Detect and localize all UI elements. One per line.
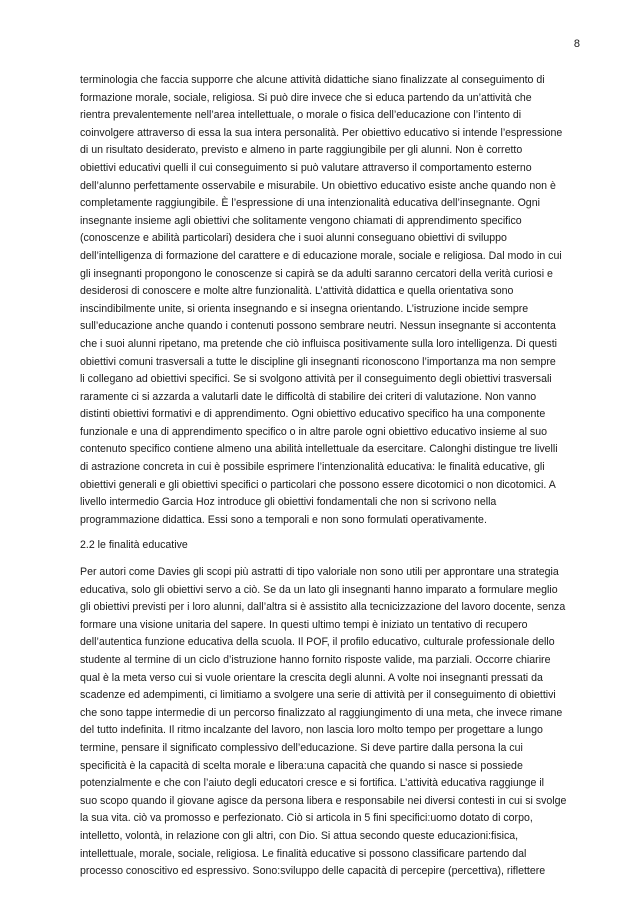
text-line: completamente raggiungibile. È l’espressione di una intenzionalità educativa dell’insegnante. Ogni — [80, 197, 540, 210]
text-line: formare una visione unitaria del sapere. In questi ultimo tempi è iniziato un tentativo di recupero — [80, 618, 528, 631]
text-line: insegnante insieme agli obiettivi che solitamente vengono chiamati di apprendimento specifico — [80, 214, 522, 227]
text-line: contenuto specifico contiene almeno una abilità intellettuale da esercitare. Calonghi distingue tre livelli — [80, 443, 558, 456]
text-line: raramente ci si azzarda a valutarli date le difficoltà di stabilire dei criteri di valutazione. Non vanno — [80, 390, 537, 403]
text-line: Per autori come Davies gli scopi più astratti di tipo valoriale non sono utili per approntare una strategia — [80, 566, 559, 579]
text-line: suo scopo quando il giovane agisce da persona libera e responsabile nei diversi contesti in cui si svolge — [80, 794, 567, 807]
paragraph-1 — [80, 72, 574, 529]
text-line: sull’educazione anche quando i contenuti possono sembrare neutri. Nessun insegnante si accontenta — [80, 320, 556, 333]
paragraph-2 — [80, 564, 574, 881]
section-heading: 2.2 le finalità educative — [80, 539, 188, 552]
text-line: termine, pensare il significato complessivo dell’educazione. Si deve partire dalla persona la cui — [80, 741, 523, 754]
text-line: intellettuale, morale, sociale, religiosa. Le finalità educative si possono classificare partendo dal — [80, 847, 527, 860]
text-line: dell’autentica funzione educativa della scuola. Il POF, il profilo educativo, culturale professionale dello — [80, 636, 555, 649]
page-number: 8 — [573, 38, 580, 50]
text-line: obiettivi educativi quelli il cui conseguimento si può valutare attraverso il comportamento esterno — [80, 161, 532, 174]
text-line: di astrazione concreta in cui è possibile esprimere l’intenzionalità educativa: le finalità educative, gli — [80, 461, 545, 474]
text-line: dell’alunno perfettamente osservabile e misurabile. Un obiettivo educativo esiste anche quando non è — [80, 179, 556, 192]
text-line: terminologia che faccia supporre che alcune attività didattiche siano finalizzate al conseguimento di — [80, 74, 545, 86]
text-line: obiettivi comuni trasversali a tutte le discipline gli insegnanti riconoscono l’importanza ma non sempre — [80, 355, 556, 368]
text-line: intelletto, volontà, in relazione con gli altri, con Dio. Si attua secondo queste educazioni:fisica, — [80, 829, 519, 842]
text-line: livello intermedio Garcia Hoz introduce gli obiettivi fondamentali che non si scrivono nella — [80, 496, 497, 509]
text-line: di un risultato desiderato, previsto e almeno in parte raggiungibile per gli alunni. Non è corretto — [80, 144, 523, 157]
text-line: che i suoi alunni ripetano, ma pretende che ciò influisca positivamente sulla loro intelligenza. Di questi — [80, 337, 557, 350]
text-line: gli obiettivi previsti per i loro alunni, dall’altra si è assistito alla tecnicizzazione del lavoro docente, senza — [80, 601, 566, 614]
page-content — [80, 72, 574, 881]
text-line: qual è la meta verso cui si vuole orientare la crescita degli alunni. A volte noi insegnanti pressati da — [80, 671, 543, 684]
text-line: distinti obiettivi formativi e di apprendimento. Ogni obiettivo educativo specifico ha una componente — [80, 408, 546, 421]
text-line: funzionale e una di apprendimento specifico o in altre parole ogni obiettivo educativo insieme al suo — [80, 425, 548, 438]
text-line: inscindibilmente unite, si orienta insegnando e si insegna orientando. L’istruzione incide sempre — [80, 302, 529, 315]
text-line: gli insegnanti propongono le conoscenze si capirà se da adulti saranno cercatori della verità curiosi e — [80, 267, 553, 280]
text-line: formazione morale, sociale, religiosa. Si può dire invece che si educa partendo da un’attività che — [80, 91, 532, 104]
text-line: li collegano ad obiettivi specifici. Se si svolgono attività per il conseguimento degli obiettivi trasversali — [80, 373, 552, 386]
text-line: studente al termine di un ciclo d’istruzione hanno fornito risposte valide, ma parziali. Occorre chiarire — [80, 654, 551, 666]
text-line: specificità è la capacità di scelta morale e libera:una capacità che quando si nasce si possiede — [80, 759, 523, 772]
text-line: programmazione didattica. Essi sono a temporali e non sono formulati operativamente. — [80, 513, 487, 526]
text-line: (conoscenze e abilità particolari) desidera che i suoi alunni conseguano obiettivi di sviluppo — [80, 232, 507, 245]
text-line: potenzialmente e che con l’aiuto degli educatori cresce e si fortifica. L’attività educativa raggiunge il — [80, 777, 545, 790]
text-line: la sua vita. ciò va promosso e perfezionato. Ciò si articola in 5 fini specifici:uomo dotato di corpo, — [80, 812, 533, 825]
text-line: rientra prevalentemente nell’area intellettuale, o morale o fisica dell’educazione con l’intento di — [80, 109, 522, 122]
text-line: che sono tappe intermedie di un percorso finalizzato al raggiungimento di una meta, che invece rimane — [80, 706, 563, 719]
text-line: scadenze ed adempimenti, ci limitiamo a svolgere una serie di attività per il conseguimento di obiettivi — [80, 689, 556, 702]
text-line: educativa, solo gli obiettivi servo a ciò. Se da un lato gli insegnanti hanno imparato a formulare meglio — [80, 583, 558, 596]
text-line: processo conoscitivo ed espressivo. Sono:sviluppo delle capacità di percepire (percettiva), riflettere — [80, 865, 546, 878]
text-line: desiderosi di conoscere e molte altre funzionalità. L’attività didattica e quella orientativa sono — [80, 285, 514, 298]
text-line: del tutto indefinita. Il ritmo incalzante del lavoro, non lascia loro molto tempo per progettare a lungo — [80, 724, 543, 737]
text-line: obiettivi generali e gli obiettivi specifici o particolari che possono essere dicotomici o non dicotomici. A — [80, 478, 556, 491]
text-line: coinvolgere attraverso di essa la sua intera personalità. Per obiettivo educativo si intende l’espressione — [80, 126, 563, 139]
text-line: dell’intelligenza di formazione del carattere e di educazione morale, sociale e religiosa. Dal modo in cui — [80, 249, 562, 262]
